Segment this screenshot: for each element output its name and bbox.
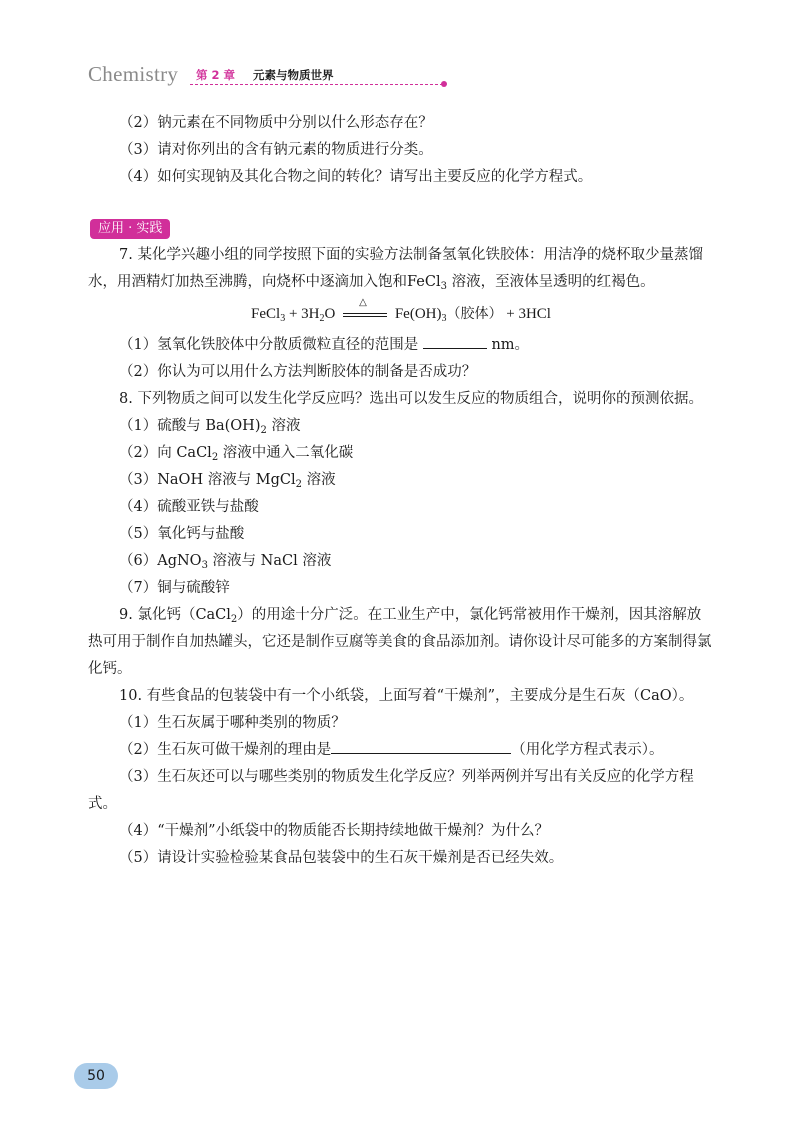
q10-stem: 10. 有些食品的包装袋中有一个小纸袋，上面写着“干燥剂”，主要成分是生石灰（CaO）。 [119, 688, 694, 704]
q7-stem: 7. 某化学兴趣小组的同学按照下面的实验方法制备氢氧化铁胶体：用洁净的烧杯取少量蒸馏水，用酒精灯加热至沸腾，向烧杯中逐滴加入饱和FeCl$_3$ 溶液，至液体呈透明的红褐色。 [88, 247, 703, 292]
q8-item-6: （6）AgNO$_3$ 溶液与 NaCl 溶液 [119, 553, 332, 571]
q7-sub1: （1）氢氧化铁胶体中分散质微粒直径的范围是 nm。 [88, 332, 714, 359]
q10-sub3: （3）生石灰还可以与哪些类别的物质发生化学反应？列举两例并写出有关反应的化学方程式。 [88, 769, 694, 812]
chapter-number: 第 2 章 [196, 68, 236, 82]
q8-item-3: （3）NaOH 溶液与 MgCl$_2$ 溶液 [119, 472, 336, 490]
q8-item-2: （2）向 CaCl$_2$ 溶液中通入二氧化碳 [119, 445, 354, 463]
q8-item-4: （4）硫酸亚铁与盐酸 [119, 499, 259, 515]
q8-item-1: （1）硫酸与 $Ba(OH)_2$ 溶液 [119, 418, 301, 436]
q7-sub2: （2）你认为可以用什么方法判断胶体的制备是否成功？ [119, 364, 477, 380]
header-dot-icon [441, 81, 447, 87]
book-title: Chemistry [88, 62, 179, 86]
reaction-equals-heat-icon: △ [343, 309, 387, 321]
q8-stem: 8. 下列物质之间可以发生化学反应吗？选出可以发生反应的物质组合，说明你的预测依据。 [119, 391, 703, 407]
page-number: 50 [74, 1063, 118, 1089]
q8-item-7: （7）铜与硫酸锌 [119, 580, 230, 596]
intro-q3: （3）请对你列出的含有钠元素的物质进行分类。 [119, 142, 433, 158]
q10-sub5: （5）请设计实验检验某食品包装袋中的生石灰干燥剂是否已经失效。 [119, 850, 564, 866]
intro-q4: （4）如何实现钠及其化合物之间的转化？请写出主要反应的化学方程式。 [119, 169, 593, 185]
section-heading [88, 215, 714, 242]
eq-product-2: + 3HCl [506, 306, 551, 322]
eq-reactant-1: FeCl$_3$ [251, 306, 286, 324]
page-body [88, 110, 714, 872]
q10-sub1: （1）生石灰属于哪种类别的物质？ [119, 715, 346, 731]
running-header [88, 62, 378, 88]
eq-product-1: $Fe(OH)_3$（胶体） [394, 306, 503, 324]
intro-q2: （2）钠元素在不同物质中分别以什么形态存在？ [119, 115, 433, 131]
q8-item-5: （5）氧化钙与盐酸 [119, 526, 245, 542]
header-rule [190, 84, 443, 85]
chapter-name: 元素与物质世界 [253, 68, 334, 82]
section-badge: 应用 · 实践 [90, 219, 170, 239]
q10-sub2: （2）生石灰可做干燥剂的理由是 （用化学方程式表示）。 [88, 737, 714, 764]
q10-sub4: （4）“干燥剂”小纸袋中的物质能否长期持续地做干燥剂？为什么？ [119, 823, 550, 839]
answer-blank[interactable] [423, 334, 487, 349]
q7-equation [88, 296, 714, 332]
answer-blank[interactable] [331, 739, 511, 754]
eq-reactant-2: + $3H_2O$ [288, 306, 336, 324]
q9-stem: 9. 氯化钙（CaCl$_2$）的用途十分广泛。在工业生产中，氯化钙常被用作干燥剂，因其溶解放热可用于制作自加热罐头，它还是制作豆腐等美食的食品添加剂。请你设计尽可能多的方案制得氯化钙。 [88, 607, 712, 677]
